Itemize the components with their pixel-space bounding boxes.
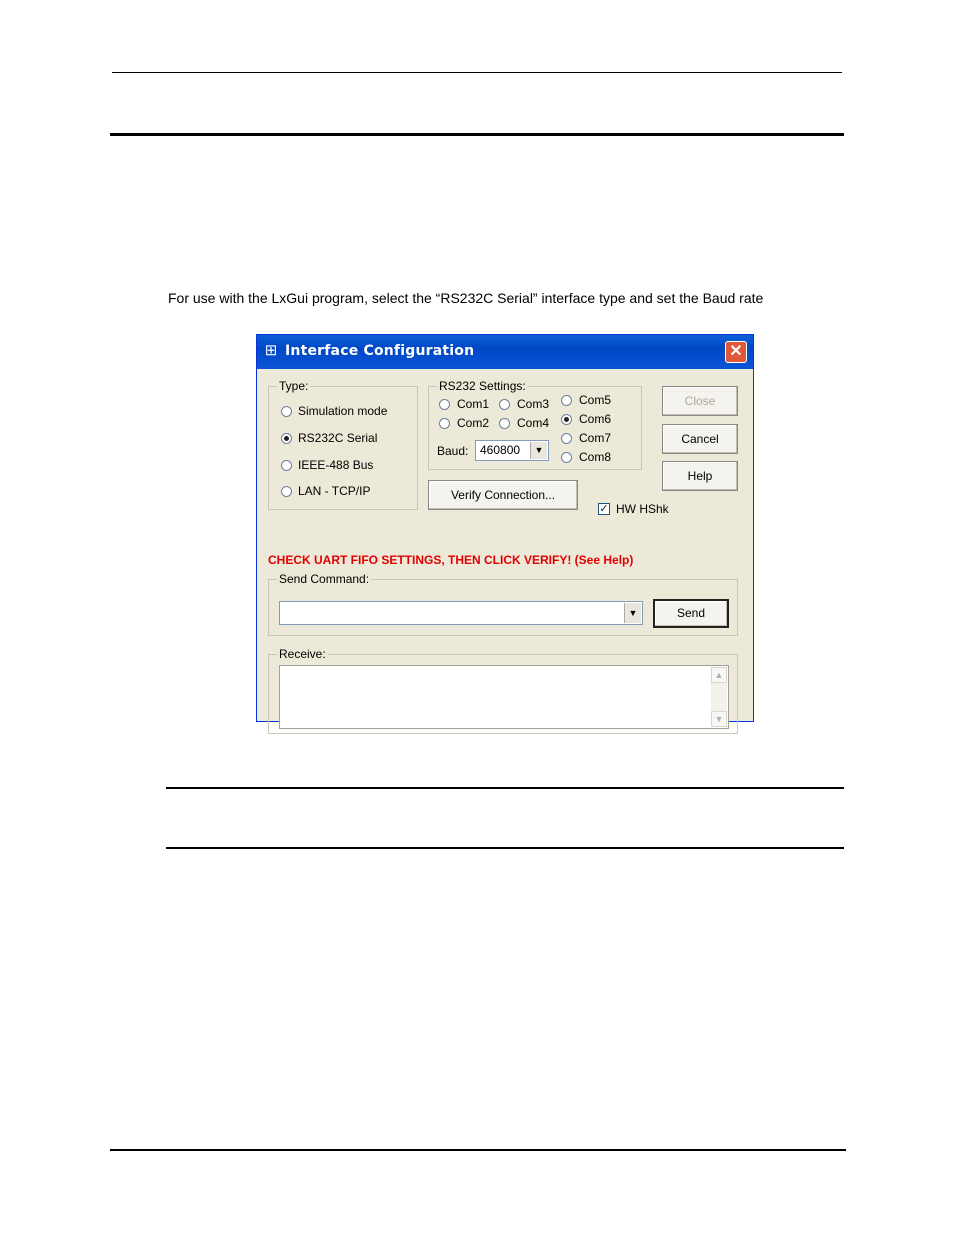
com7-label[interactable]: Com7 xyxy=(579,431,612,445)
radio-com8[interactable] xyxy=(561,452,572,463)
header-rule-thin xyxy=(112,72,842,73)
radio-com1[interactable] xyxy=(439,399,450,410)
scroll-down-icon[interactable]: ▼ xyxy=(711,711,727,727)
serial-plug-icon: ⊞ xyxy=(264,342,278,359)
warning-text: CHECK UART FIFO SETTINGS, THEN CLICK VERIFY! (See Help) xyxy=(268,553,634,567)
baud-select[interactable] xyxy=(475,440,549,461)
type-group-label: Type: xyxy=(279,379,309,393)
receive-textarea[interactable] xyxy=(279,665,729,729)
send-command-input[interactable] xyxy=(279,601,643,625)
radio-rs232c-serial[interactable] xyxy=(281,433,292,444)
com5-label[interactable]: Com5 xyxy=(579,393,612,407)
send-command-group xyxy=(268,572,738,636)
baud-value: 460800 xyxy=(480,443,521,457)
scroll-up-icon[interactable]: ▲ xyxy=(711,667,727,683)
note-rule-bottom xyxy=(166,847,844,849)
receive-label: Receive: xyxy=(279,647,326,661)
type-group xyxy=(268,379,418,510)
simulation-mode-label[interactable]: Simulation mode xyxy=(298,404,388,418)
radio-ieee-488-bus[interactable] xyxy=(281,460,292,471)
section-rule-thick xyxy=(110,133,844,136)
com3-label[interactable]: Com3 xyxy=(517,397,550,411)
rs232c-serial-label[interactable]: RS232C Serial xyxy=(298,431,378,445)
radio-com2[interactable] xyxy=(439,418,450,429)
baud-label: Baud: xyxy=(437,444,469,458)
com2-label[interactable]: Com2 xyxy=(457,416,490,430)
dialog-title: Interface Configuration xyxy=(285,343,475,359)
dialog-titlebar xyxy=(257,335,753,369)
com1-label[interactable]: Com1 xyxy=(457,397,490,411)
com4-label[interactable]: Com4 xyxy=(517,416,550,430)
hw-handshake-checkbox[interactable]: ✓ xyxy=(599,503,609,515)
radio-com4[interactable] xyxy=(499,418,510,429)
hw-handshake-label[interactable]: HW HShk xyxy=(616,502,669,516)
close-button[interactable]: Close xyxy=(662,386,738,416)
radio-com7[interactable] xyxy=(561,433,572,444)
radio-simulation-mode[interactable] xyxy=(281,406,292,417)
radio-com5[interactable] xyxy=(561,395,572,406)
chevron-down-icon[interactable]: ▼ xyxy=(624,603,641,623)
dialog-client-area xyxy=(260,369,750,724)
rs232-settings-group xyxy=(428,379,642,470)
help-button[interactable]: Help xyxy=(662,461,738,491)
footer-rule xyxy=(110,1149,846,1151)
ieee-488-bus-label[interactable]: IEEE-488 Bus xyxy=(298,458,374,472)
com8-label[interactable]: Com8 xyxy=(579,450,612,464)
receive-scrollbar[interactable] xyxy=(711,667,727,727)
verify-connection-button[interactable]: Verify Connection... xyxy=(428,480,578,510)
lan-tcpip-label[interactable]: LAN - TCP/IP xyxy=(298,484,371,498)
send-button[interactable]: Send xyxy=(653,599,729,628)
radio-com3[interactable] xyxy=(499,399,510,410)
interface-configuration-dialog xyxy=(256,334,754,722)
receive-group xyxy=(268,647,738,734)
send-command-label: Send Command: xyxy=(279,572,370,586)
radio-com6[interactable] xyxy=(561,414,572,425)
close-icon[interactable]: ✕ xyxy=(725,341,747,363)
note-rule-top xyxy=(166,787,844,789)
chevron-down-icon[interactable]: ▼ xyxy=(530,442,547,459)
cancel-button[interactable]: Cancel xyxy=(662,424,738,454)
com6-label[interactable]: Com6 xyxy=(579,412,612,426)
instruction-text: For use with the LxGui program, select the “RS232C Serial” interface type and set the Baud rate xyxy=(168,290,764,306)
radio-lan-tcpip[interactable] xyxy=(281,486,292,497)
rs232-settings-label: RS232 Settings: xyxy=(439,379,526,393)
